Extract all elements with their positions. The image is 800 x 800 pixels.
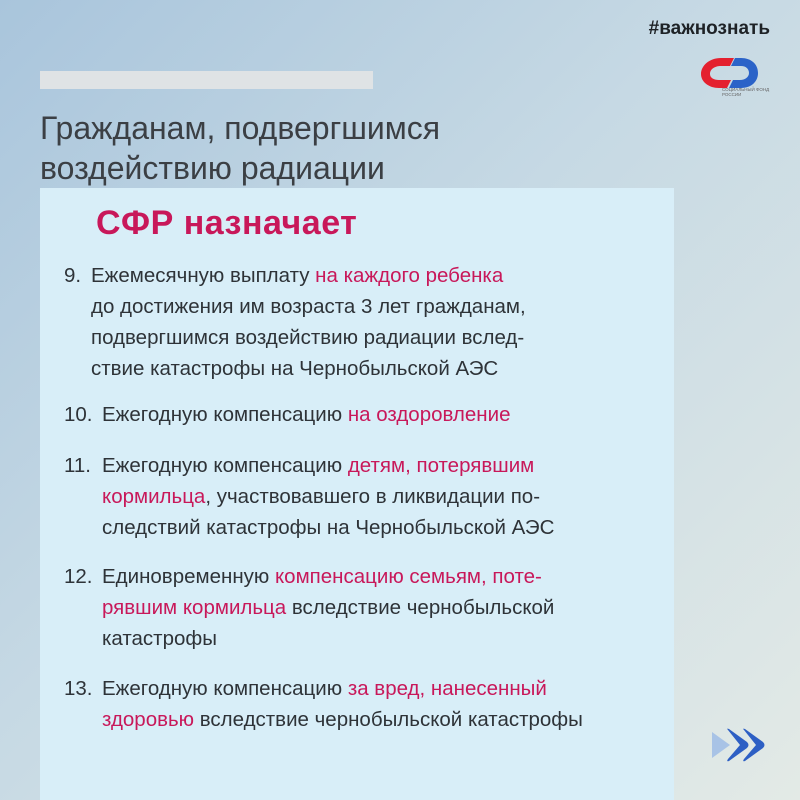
item-text: Ежегодную компенсацию — [102, 454, 348, 477]
item-number: 11. — [64, 454, 91, 477]
item-text: вследствие чернобыльской — [286, 596, 555, 619]
decorative-bar — [40, 71, 373, 89]
double-chevron-right-icon[interactable] — [710, 728, 766, 762]
highlighted-text: на оздоровление — [347, 403, 511, 426]
item-body — [64, 673, 583, 735]
highlighted-text: кормильца — [102, 485, 206, 508]
item-line — [91, 353, 526, 384]
item-line — [102, 512, 554, 543]
item-body — [64, 450, 554, 543]
item-number: 9. — [64, 264, 82, 287]
card-title: СФР назначает — [96, 204, 358, 242]
item-number: 12. — [64, 565, 93, 588]
list-item — [64, 399, 510, 430]
item-text: Ежегодную компенсацию — [102, 677, 348, 700]
item-body — [64, 260, 526, 384]
item-line — [102, 673, 583, 704]
headline-line: Гражданам, подвергшимся — [40, 110, 441, 146]
item-text: катастрофы — [102, 627, 217, 650]
item-line — [102, 450, 554, 481]
item-text: вследствие чернобыльской катастрофы — [194, 708, 583, 731]
item-text: Ежегодную компенсацию — [102, 403, 348, 426]
highlighted-text: детям, потерявшим — [347, 454, 535, 477]
item-text: ствие катастрофы на Чернобыльской АЭС — [91, 357, 499, 380]
list-item — [64, 561, 554, 654]
item-line — [91, 322, 526, 353]
item-text: Единовременную — [102, 565, 275, 588]
item-text: , участвовавшего в ликвидации по- — [205, 485, 541, 508]
highlighted-text: рявшим кормильца — [102, 596, 287, 619]
item-number: 13. — [64, 677, 93, 700]
highlighted-text: на каждого ребенка — [315, 264, 504, 287]
item-body — [64, 561, 554, 654]
item-text: Ежемесячную выплату — [91, 264, 316, 287]
highlighted-text: здоровью — [102, 708, 195, 731]
item-line — [102, 623, 554, 654]
item-line — [102, 592, 554, 623]
list-item — [64, 450, 554, 543]
item-number: 10. — [64, 403, 93, 426]
item-line — [102, 561, 554, 592]
item-text: следствий катастрофы на Чернобыльской АЭС — [102, 516, 555, 539]
item-text: до достижения им возраста 3 лет гражданам, — [91, 295, 526, 318]
list-item — [64, 673, 583, 735]
page-headline — [40, 108, 600, 188]
highlighted-text: компенсацию семьям, поте- — [274, 565, 542, 588]
hashtag: #важнознать — [648, 18, 770, 39]
item-line — [91, 260, 526, 291]
item-line — [102, 704, 583, 735]
item-line — [102, 399, 510, 430]
headline-line: воздействию радиации — [40, 150, 385, 186]
item-line — [102, 481, 554, 512]
logo-caption: СОЦИАЛЬНЫЙ ФОНД РОССИИ — [722, 87, 770, 97]
item-body — [64, 399, 510, 430]
list-item — [64, 260, 526, 384]
highlighted-text: за вред, нанесенный — [347, 677, 547, 700]
item-text: подвергшимся воздействию радиации вслед- — [91, 326, 525, 349]
benefits-card — [40, 188, 674, 800]
item-line — [91, 291, 526, 322]
